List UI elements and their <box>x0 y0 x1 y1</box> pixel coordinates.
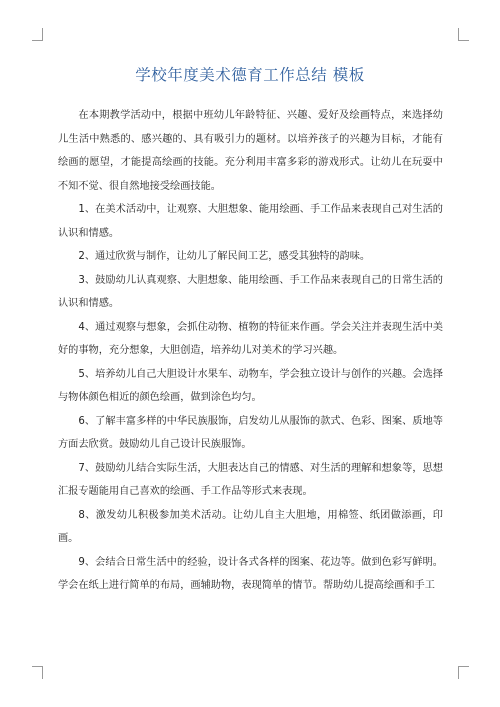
list-item-8: 8、激发幼儿积极参加美术活动。让幼儿自主大胆地，用棉签、纸团做添画，印画。 <box>58 509 443 544</box>
list-item-4: 4、通过观察与想象，会抓住动物、植物的特征来作画。学会关注并表现生活中美好的事物，充分想象，大胆创造，培养幼儿对美术的学习兴趣。 <box>58 321 443 356</box>
list-item-2: 2、通过欣赏与制作，让幼儿了解民间工艺，感受其独特的韵味。 <box>78 251 371 262</box>
document-title: 学校年度美术德育工作总结 模板 <box>135 66 365 84</box>
intro-paragraph: 在本期教学活动中，根据中班幼儿年龄特征、兴趣、爱好及绘画特点，来选择幼儿生活中熟悉的、感兴趣的、具有吸引力的题材。以培养孩子的兴趣为目标，才能有绘画的愿望，才能提高绘画的技能。充分利用丰富多彩的游戏形式。让幼儿在玩耍中不知不觉、很自然地接受绘画技能。 <box>58 110 443 192</box>
crop-mark-top-left <box>32 28 43 41</box>
document-body <box>58 104 443 598</box>
list-item-7: 7、鼓励幼儿结合实际生活，大胆表达自己的情感、对生活的理解和想象等，思想汇报专题能用自己喜欢的绘画、手工作品等形式来表现。 <box>58 462 443 497</box>
crop-mark-top-right <box>458 28 469 41</box>
list-item-3: 3、鼓励幼儿认真观察、大胆想象、能用绘画、手工作品来表现自己的日常生活的认识和情感。 <box>58 274 443 309</box>
list-item-9: 9、会结合日常生活中的经验，设计各式各样的图案、花边等。做到色彩写鲜明。学会在纸上进行简单的布局，画辅助物，表现简单的情节。帮助幼儿提高绘画和手工 <box>58 556 443 591</box>
crop-mark-bottom-left <box>32 666 43 679</box>
list-item-1: 1、在美术活动中，让观察、大胆想象、能用绘画、手工作品来表现自己对生活的认识和情感。 <box>58 204 443 239</box>
list-item-5: 5、培养幼儿自己大胆设计水果车、动物车，学会独立设计与创作的兴趣。会选择与物体颜色相近的颜色绘画，做到涂色均匀。 <box>58 368 443 403</box>
crop-mark-bottom-right <box>458 666 469 679</box>
list-item-6: 6、了解丰富多样的中华民族服饰，启发幼儿从服饰的款式、色彩、图案、质地等方面去欣赏。鼓励幼儿自己设计民族服饰。 <box>58 415 443 450</box>
